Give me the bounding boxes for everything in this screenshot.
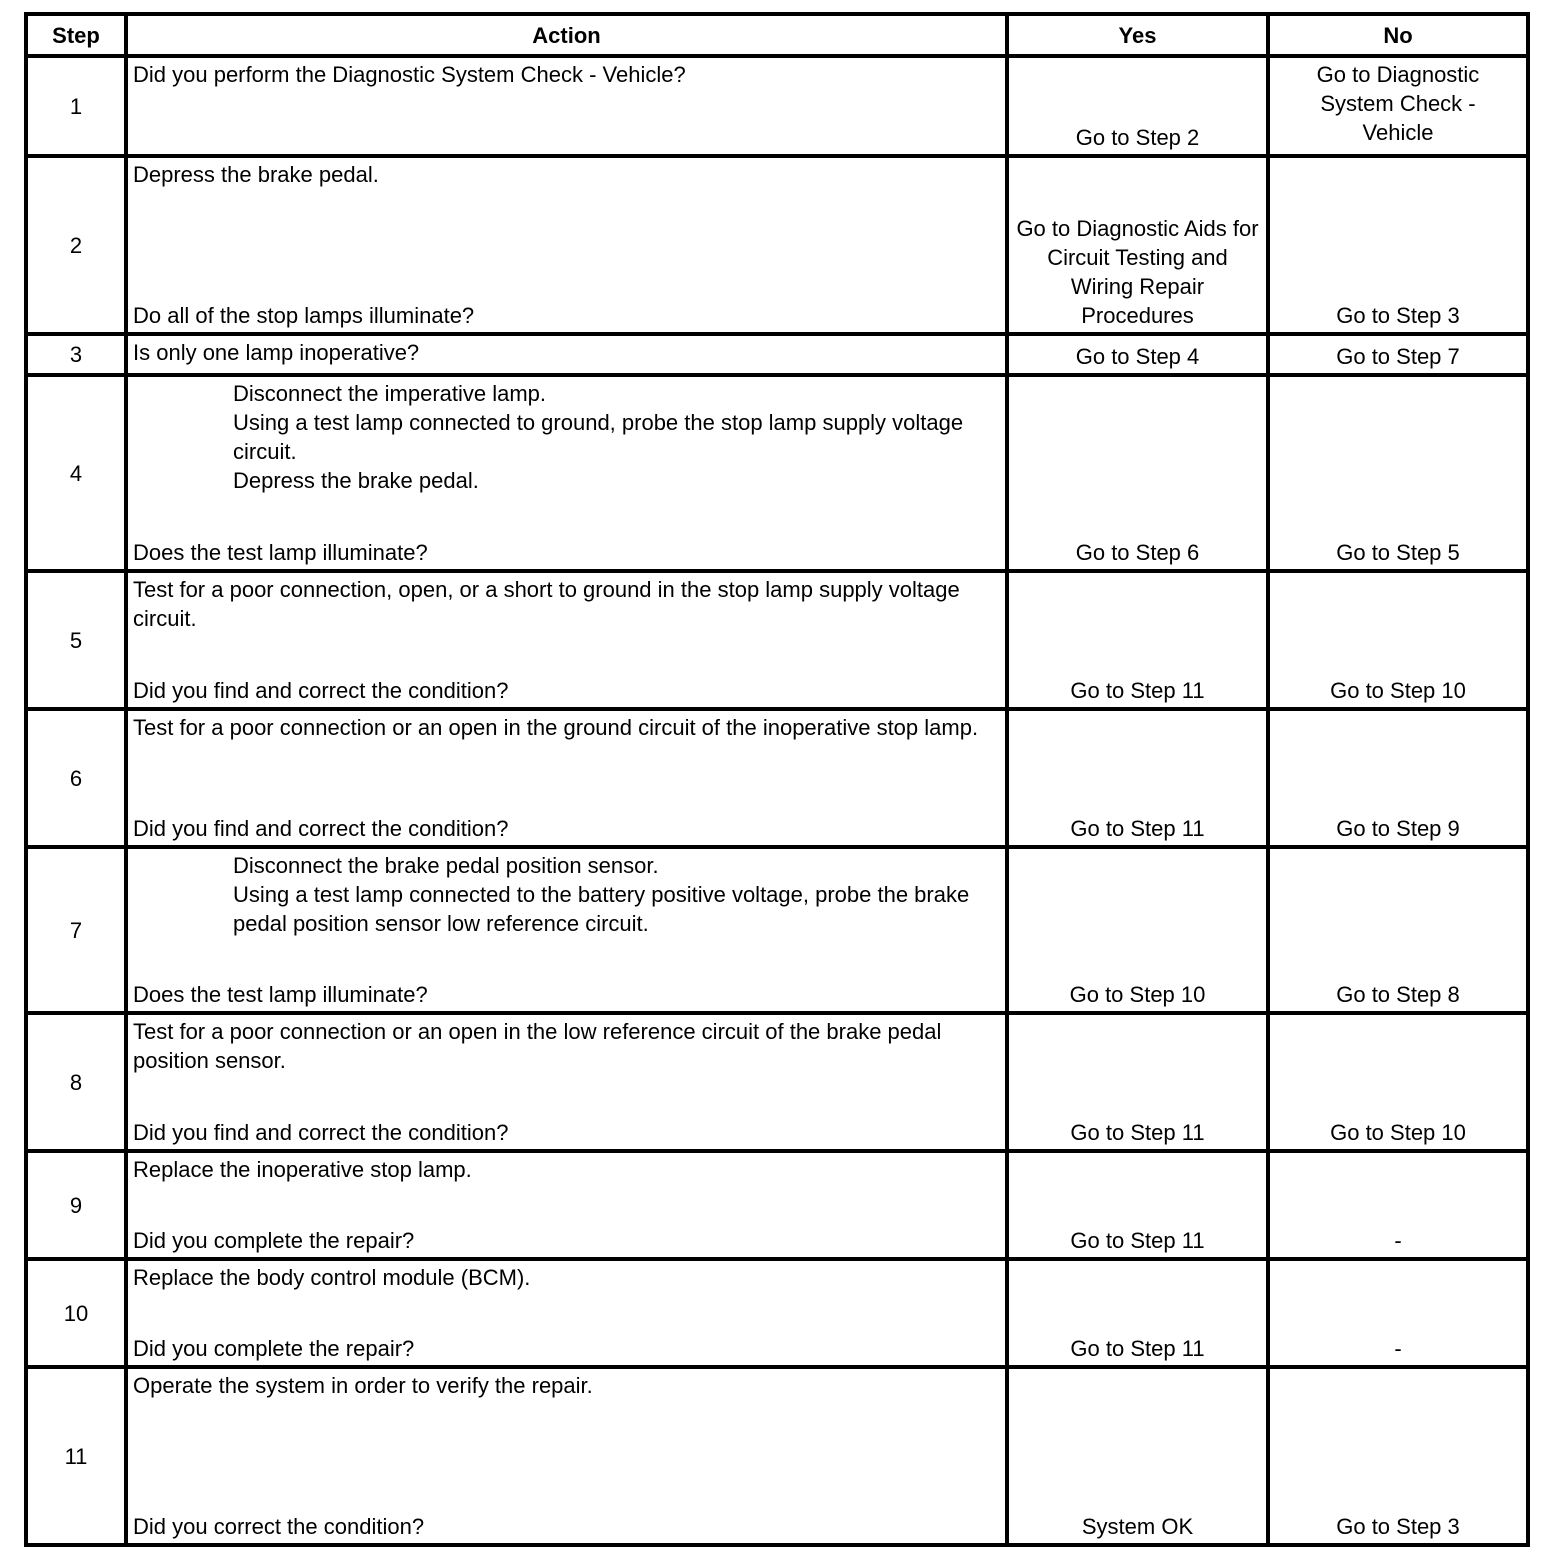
header-step: Step	[26, 14, 126, 56]
table-row	[26, 571, 1528, 709]
action-cell	[126, 1013, 1007, 1151]
diagnostic-table	[24, 12, 1530, 1547]
yes-cell: Go to Step 11	[1007, 571, 1268, 709]
action-instruction: Test for a poor connection or an open in the ground circuit of the inoperative stop lamp.	[133, 715, 979, 740]
action-instruction: Operate the system in order to verify the repair.	[133, 1373, 593, 1398]
yes-cell: Go to Step 11	[1007, 1151, 1268, 1259]
no-cell: -	[1268, 1151, 1528, 1259]
table-row	[26, 847, 1528, 1013]
action-question: Did you find and correct the condition?	[133, 678, 509, 703]
no-cell: Go to Step 10	[1268, 1013, 1528, 1151]
step-number: 10	[26, 1259, 126, 1367]
table-row	[26, 1367, 1528, 1545]
action-instruction: Replace the inoperative stop lamp.	[133, 1157, 472, 1182]
action-instruction: Test for a poor connection, open, or a short to ground in the stop lamp supply voltage circuit.	[133, 577, 966, 631]
no-cell: Go to Step 10	[1268, 571, 1528, 709]
yes-cell: System OK	[1007, 1367, 1268, 1545]
header-no: No	[1268, 14, 1528, 56]
no-cell: Go to Step 9	[1268, 709, 1528, 847]
yes-cell: Go to Step 6	[1007, 375, 1268, 571]
table-row	[26, 56, 1528, 156]
yes-cell: Go to Step 10	[1007, 847, 1268, 1013]
action-cell	[126, 1259, 1007, 1367]
step-number: 7	[26, 847, 126, 1013]
step-number: 4	[26, 375, 126, 571]
step-number: 9	[26, 1151, 126, 1259]
action-question: Does the test lamp illuminate?	[133, 540, 428, 565]
step-number: 5	[26, 571, 126, 709]
action-instruction: Disconnect the brake pedal position sensor.	[233, 853, 659, 878]
action-question: Did you correct the condition?	[133, 1514, 425, 1539]
no-cell: -	[1268, 1259, 1528, 1367]
no-cell: Go to Diagnostic System Check - Vehicle	[1268, 56, 1528, 156]
yes-cell: Go to Step 11	[1007, 1259, 1268, 1367]
table-row	[26, 1013, 1528, 1151]
action-cell	[126, 571, 1007, 709]
no-cell: Go to Step 7	[1268, 334, 1528, 375]
action-instruction: Depress the brake pedal.	[133, 162, 379, 187]
header-row	[26, 14, 1528, 56]
action-instruction: Depress the brake pedal.	[233, 468, 479, 493]
yes-cell: Go to Step 11	[1007, 1013, 1268, 1151]
action-instruction: Disconnect the imperative lamp.	[233, 381, 547, 406]
yes-cell: Go to Step 11	[1007, 709, 1268, 847]
yes-cell: Go to Step 2	[1007, 56, 1268, 156]
action-instruction: Replace the body control module (BCM).	[133, 1265, 531, 1290]
yes-cell: Go to Diagnostic Aids for Circuit Testing and Wiring Repair Procedures	[1007, 156, 1268, 334]
no-cell: Go to Step 5	[1268, 375, 1528, 571]
step-number: 3	[26, 334, 126, 375]
table-row	[26, 1259, 1528, 1367]
action-cell	[126, 1151, 1007, 1259]
header-action: Action	[126, 14, 1007, 56]
no-cell: Go to Step 3	[1268, 156, 1528, 334]
table-row	[26, 709, 1528, 847]
action-question: Did you find and correct the condition?	[133, 1120, 509, 1145]
step-number: 11	[26, 1367, 126, 1545]
yes-cell: Go to Step 4	[1007, 334, 1268, 375]
action-cell	[126, 334, 1007, 375]
action-cell	[126, 709, 1007, 847]
no-cell: Go to Step 8	[1268, 847, 1528, 1013]
action-cell	[126, 1367, 1007, 1545]
table-row	[26, 1151, 1528, 1259]
action-cell	[126, 375, 1007, 571]
action-instruction-list	[133, 379, 1001, 495]
action-instruction: Using a test lamp connected to ground, probe the stop lamp supply voltage circuit.	[233, 410, 970, 464]
action-question: Does the test lamp illuminate?	[133, 982, 428, 1007]
action-instruction-list	[133, 851, 1001, 938]
action-cell	[126, 156, 1007, 334]
step-number: 1	[26, 56, 126, 156]
action-question: Is only one lamp inoperative?	[133, 340, 420, 365]
table-row	[26, 156, 1528, 334]
no-cell: Go to Step 3	[1268, 1367, 1528, 1545]
action-instruction: Using a test lamp connected to the battery positive voltage, probe the brake pedal position sensor low reference circuit.	[233, 882, 976, 936]
step-number: 6	[26, 709, 126, 847]
action-question: Did you complete the repair?	[133, 1336, 415, 1361]
step-number: 8	[26, 1013, 126, 1151]
action-instruction: Test for a poor connection or an open in the low reference circuit of the brake pedal position sensor.	[133, 1019, 948, 1073]
action-cell	[126, 56, 1007, 156]
step-number: 2	[26, 156, 126, 334]
header-yes: Yes	[1007, 14, 1268, 56]
action-question: Did you complete the repair?	[133, 1228, 415, 1253]
action-question: Do all of the stop lamps illuminate?	[133, 303, 475, 328]
action-cell	[126, 847, 1007, 1013]
action-question: Did you find and correct the condition?	[133, 816, 509, 841]
table-row	[26, 375, 1528, 571]
action-instruction: Did you perform the Diagnostic System Check - Vehicle?	[133, 62, 686, 87]
table-row	[26, 334, 1528, 375]
